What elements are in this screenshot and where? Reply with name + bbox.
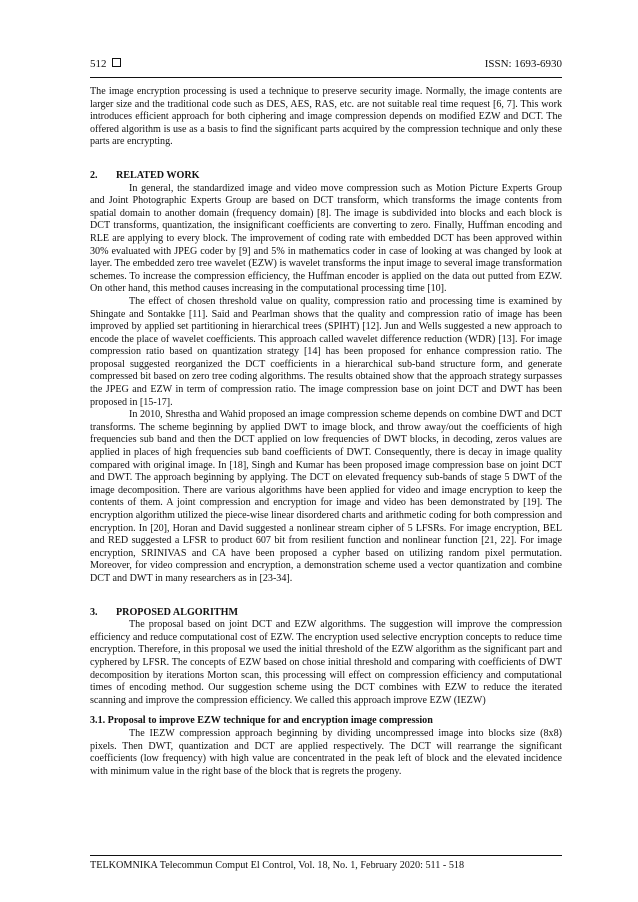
article-body (90, 86, 562, 778)
journal-footer: TELKOMNIKA Telecommun Comput El Control, Vol. 18, No. 1, February 2020: 511 - 518 (90, 860, 465, 871)
header-rule (90, 77, 562, 78)
section-title: PROPOSED ALGORITHM (116, 606, 238, 618)
footer-rule (90, 855, 562, 856)
section-heading-proposed-algorithm (90, 607, 562, 620)
intro-paragraph: The image encryption processing is used a technique to preserve security image. Normally, the image contents are larger size and the traditional code such as DES, AES, RAS, etc. are not suitable real time request [6, 7]. This work introduces efficient approach for both ciphering and image compression depends on modified EZW and DCT. The offered algorithm is use as a basis to find the significant parts acquired by the compression technique and only these parts are encrypting. (90, 86, 562, 148)
square-box-icon (112, 58, 121, 67)
subsection-paragraph: The IEZW compression approach beginning by dividing uncompressed image into blocks size (8x8) pixels. Then DWT, quantization and DCT are applied respectively. The DCT will rearrange the significant coefficients (low frequency) with high value are concentrated in the peak left of block and the elevated incidence with minimum value in the right base of the block that is regrets the progeny. (90, 727, 562, 777)
issn: ISSN: 1693-6930 (484, 58, 562, 70)
page-number-group (90, 58, 121, 70)
section-title: RELATED WORK (116, 169, 200, 181)
section-heading-related-work (90, 170, 562, 183)
proposed-algorithm-paragraph: The proposal based on joint DCT and EZW algorithms. The suggestion will improve the compression efficiency and reduce computational cost of EZW. The encryption used selective encryption concepts to reduce time encryption. Therefore, in this proposal we used the initial threshold of the EZW algorithm as the significant part and cyphered by LFSR. The concepts of EZW based on chose initial threshold and comparing with coefficients of DWT decomposition by iterations Morton scan, this processing will effect on compression efficiency and computational times of encoding method. Our suggestion scheme using the DCT combines with EZW to reduce the iterated scanning and improve the compression efficiency. We called this approach improve EZW (IEZW) (90, 619, 562, 706)
page-number: 512 (90, 58, 107, 70)
related-work-paragraph-2: The effect of chosen threshold value on quality, compression ratio and processing time is examined by Shingate and Sontakke [11]. Said and Pearlman shows that the quality and compression ratio of image has been improved by applied set partitioning in hierarchical trees (SPIHT) [12]. Jun and Wells suggested a new approach to encode the place of wavelet coefficients. This approach called wavelet difference reduction (WDR) [13]. For image compression ratio based on quantization strategy [14] has been proposed for enhance compression ratio. The proposal suggested reorganized the DCT coefficients in a hierarchical sub-band structure form, and generate compressed bit based on zero tree coding algorithms. The results obtained show that the approach strategy surpasses the JPEG and EZW in term of compression ratio. The image compression base on joint DCT and DWT has been proposed in [15-17]. (90, 295, 562, 408)
related-work-paragraph-1: In general, the standardized image and video move compression such as Motion Picture Experts Group and Joint Photographic Experts Group are based on DCT transform, which transforms the image contents from spatial domain to another domain (frequency domain) [8]. The image is subdivided into blocks and each block is DCT transforms, quantization, the insignificant coefficients are converting to zero. Finally, Huffman encoding and RLE are applying to every block. The improvement of coding rate with embedded DCT has been approved within 30% evaluated with JPEG coder by [9] and 5% in mathematics coder in case of looking at was changed by look at layer. The embedded zero tree wavelet (EZW) is wavelet transforms the input image to several image transformation schemes. To increase the compression efficiency, the Huffman encoder is applied on the data out putted from EZW. On other hand, this method causes increasing in the computational processing time [10]. (90, 182, 562, 295)
related-work-paragraph-3: In 2010, Shrestha and Wahid proposed an image compression scheme depends on combine DWT and DCT transforms. The scheme beginning by applied DWT to image block, and throw away/out the coefficients of high frequencies sub band and then the DCT applied on low frequencies of DWT blocks, in decoding, zeros values are applied in places of high frequencies sub band coefficients of DWT. Consequently, there is decay in image quality compared with original image. In [18], Singh and Kumar has been proposed image compression base on joint DCT and DWT. The approach beginning by applying. The DCT on elevated frequency sub-bands of stage 5 DWT of the image decomposition. There are various algorithms have been applied for video and image encryption to keep the contents of them. A joint compression and encryption for image and video has been demonstrated by [19]. The encryption algorithm utilized the piece-wise linear disordered charts and arithmetic coding for both compression and encryption. In [20], Horan and David suggested a nonlinear stream cipher of 5 LFSRs. For image encryption, BEL and RED suggested a LFSR to product 607 bit from resilient function and nonlinear function [21, 22]. For image encryption, SRINIVAS and CA have been proposed a cypher based on utilizing random pixel permutation. Moreover, for video compression and encryption, a demonstration scheme used a vector quantization and combine DCT and DWT in many researchers as in [23-34]. (90, 409, 562, 584)
section-number: 3. (90, 606, 98, 618)
subsection-heading: 3.1. Proposal to improve EZW technique for and encryption image compression (90, 715, 433, 727)
section-number: 2. (90, 169, 98, 181)
page-header (90, 58, 562, 74)
